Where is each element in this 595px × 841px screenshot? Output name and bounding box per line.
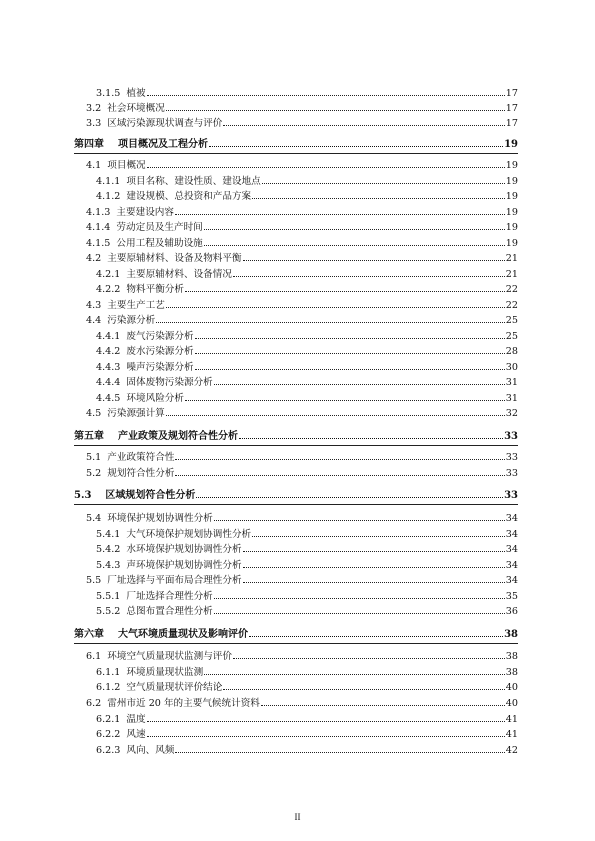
toc-entry-page: 21: [505, 253, 518, 264]
toc-entry[interactable]: [96, 174, 518, 189]
toc-entry-number: 4.2: [86, 253, 102, 264]
toc-chapter-entry[interactable]: [74, 137, 518, 152]
toc-entry-number: 5.4.1: [96, 529, 121, 540]
toc-leader-dots: [243, 581, 505, 583]
toc-entry-page: 31: [505, 393, 518, 404]
toc-chapter-entry[interactable]: [74, 627, 518, 642]
toc-entry-title: 社会环境概况: [107, 103, 165, 114]
toc-entry-title: 污染源强计算: [107, 408, 165, 419]
toc-leader-dots: [214, 519, 505, 521]
toc-entry-page: 17: [505, 103, 518, 114]
toc-leader-dots: [262, 182, 505, 184]
toc-entry[interactable]: [86, 511, 518, 526]
toc-entry-number: 4.4.2: [96, 346, 121, 357]
toc-entry[interactable]: [86, 205, 518, 220]
toc-entry-number: 5.4.3: [96, 560, 121, 571]
toc-entry-number: 第四章: [74, 139, 104, 150]
toc-entry-number: 4.1.3: [86, 207, 111, 218]
toc-leader-dots: [243, 259, 505, 261]
toc-entry-title: 项目名称、建设性质、建设地点: [126, 176, 261, 187]
toc-entry-title: 废气污染源分析: [126, 331, 194, 342]
toc-chapter-entry[interactable]: [74, 488, 518, 503]
toc-leader-dots: [196, 496, 503, 498]
toc-leader-dots: [195, 337, 505, 339]
toc-entry-number: 4.4.1: [96, 331, 121, 342]
toc-entry-title: 大气环境质量现状及影响评价: [118, 629, 248, 640]
toc-leader-dots: [175, 213, 505, 215]
toc-entry-number: 4.4: [86, 315, 102, 326]
toc-entry-number: 4.1: [86, 160, 102, 171]
toc-leader-dots: [185, 290, 505, 292]
toc-entry-title: 主要生产工艺: [107, 300, 165, 311]
toc-entry-page: 34: [505, 560, 518, 571]
toc-entry-page: 33: [504, 431, 518, 442]
toc-leader-dots: [166, 109, 505, 111]
toc-entry-page: 17: [505, 88, 518, 99]
toc-leader-dots: [175, 751, 504, 753]
toc-entry-title: 噪声污染源分析: [126, 362, 194, 373]
toc-entry-page: 38: [505, 667, 518, 678]
toc-entry-title: 大气环境保护规划协调性分析: [126, 529, 252, 540]
toc-leader-dots: [147, 94, 505, 96]
toc-entry-page: 17: [505, 118, 518, 129]
toc-entry-title: 厂址选择合理性分析: [126, 591, 213, 602]
toc-entry-number: 第五章: [74, 431, 104, 442]
toc-leader-dots: [243, 550, 505, 552]
toc-entry-page: 32: [505, 408, 518, 419]
toc-entry-page: 40: [505, 698, 518, 709]
toc-entry-page: 33: [504, 490, 518, 501]
toc-entry-title: 废水污染源分析: [126, 346, 194, 357]
toc-entry-page: 40: [505, 682, 518, 693]
toc-entry-page: 25: [505, 331, 518, 342]
toc-leader-dots: [214, 612, 505, 614]
toc-leader-dots: [214, 597, 505, 599]
toc-entry-page: 28: [505, 346, 518, 357]
toc-entry-title: 厂址选择与平面布局合理性分析: [107, 575, 242, 586]
toc-entry[interactable]: [96, 743, 518, 758]
toc-entry-title: 植被: [126, 88, 146, 99]
toc-entry-number: 5.5.1: [96, 591, 121, 602]
toc-leader-dots: [214, 383, 505, 385]
toc-entry[interactable]: [96, 712, 518, 727]
toc-entry[interactable]: [96, 527, 518, 542]
toc-leader-dots: [166, 414, 505, 416]
toc-entry-number: 4.2.1: [96, 269, 121, 280]
toc-entry-page: 38: [504, 629, 518, 640]
toc-entry[interactable]: [96, 86, 518, 101]
toc-entry-number: 6.1: [86, 651, 102, 662]
toc-entry-page: 19: [505, 238, 518, 249]
toc-entry-number: 4.1.5: [86, 238, 111, 249]
toc-leader-dots: [195, 368, 505, 370]
toc-entry-number: 3.3: [86, 118, 102, 129]
toc-entry-title: 雷州市近 20 年的主要气候统计资料: [107, 698, 260, 709]
toc-entry-page: 19: [505, 160, 518, 171]
toc-entry-title: 温度: [126, 714, 146, 725]
toc-entry[interactable]: [86, 116, 518, 131]
toc-entry-title: 项目概况: [107, 160, 146, 171]
toc-entry-page: 19: [505, 222, 518, 233]
toc-entry-title: 环境保护规划协调性分析: [107, 513, 213, 524]
toc-entry-number: 6.1.2: [96, 682, 121, 693]
toc-entry-number: 5.3: [74, 490, 92, 501]
toc-entry[interactable]: [96, 680, 518, 695]
toc-entry[interactable]: [86, 298, 518, 313]
toc-entry[interactable]: [96, 360, 518, 375]
toc-entry[interactable]: [96, 542, 518, 557]
toc-entry-page: 22: [505, 284, 518, 295]
toc-entry[interactable]: [86, 696, 518, 711]
toc-entry-title: 风速: [126, 729, 146, 740]
toc-leader-dots: [261, 704, 505, 706]
toc-entry-number: 6.2: [86, 698, 102, 709]
toc-entry-page: 22: [505, 300, 518, 311]
toc-entry-title: 建设规模、总投资和产品方案: [126, 191, 252, 202]
toc-entry-page: 19: [505, 207, 518, 218]
toc-entry-title: 区域规划符合性分析: [105, 490, 196, 501]
toc-entry-page: 36: [505, 606, 518, 617]
toc-entry-number: 6.2.1: [96, 714, 121, 725]
toc-entry[interactable]: [96, 375, 518, 390]
toc-entry[interactable]: [96, 329, 518, 344]
toc-chapter-entry[interactable]: [74, 429, 518, 444]
toc-leader-dots: [175, 458, 504, 460]
toc-entry-page: 34: [505, 575, 518, 586]
toc-entry[interactable]: [86, 101, 518, 116]
toc-entry-number: 4.2.2: [96, 284, 121, 295]
toc-entry-number: 5.4.2: [96, 544, 121, 555]
toc-leader-dots: [195, 352, 505, 354]
toc-entry-title: 项目概况及工程分析: [118, 139, 208, 150]
toc-entry[interactable]: [86, 466, 518, 481]
chapter-divider: [74, 153, 518, 154]
toc-entry[interactable]: [86, 251, 518, 266]
toc-entry-number: 4.4.5: [96, 393, 121, 404]
toc-entry-page: 31: [505, 377, 518, 388]
toc-entry[interactable]: [96, 589, 518, 604]
chapter-divider: [74, 504, 518, 505]
toc-entry-page: 33: [505, 452, 518, 463]
toc-entry[interactable]: [86, 649, 518, 664]
toc-leader-dots: [185, 399, 505, 401]
toc-entry-page: 34: [505, 544, 518, 555]
toc-leader-dots: [233, 275, 505, 277]
toc-leader-dots: [223, 688, 504, 690]
toc-entry-number: 6.1.1: [96, 667, 121, 678]
toc-entry-page: 33: [505, 468, 518, 479]
toc-leader-dots: [147, 166, 505, 168]
toc-entry-page: 41: [505, 714, 518, 725]
toc-entry-title: 主要原辅材料、设备情况: [126, 269, 232, 280]
toc-entry[interactable]: [86, 450, 518, 465]
toc-entry-page: 19: [505, 176, 518, 187]
chapter-divider: [74, 445, 518, 446]
toc-leader-dots: [252, 197, 505, 199]
toc-entry[interactable]: [96, 391, 518, 406]
toc-entry-page: 34: [505, 529, 518, 540]
toc-entry-page: 25: [505, 315, 518, 326]
toc-entry-number: 3.2: [86, 103, 102, 114]
page-number: II: [294, 812, 301, 822]
toc-entry-number: 5.1: [86, 452, 102, 463]
toc-leader-dots: [243, 566, 505, 568]
toc-entry-title: 主要建设内容: [116, 207, 174, 218]
toc-entry-title: 公用工程及辅助设施: [116, 238, 203, 249]
toc-entry[interactable]: [86, 158, 518, 173]
toc-entry-page: 38: [505, 651, 518, 662]
toc-entry-title: 区域污染源现状调查与评价: [107, 118, 223, 129]
toc-entry-title: 空气质量现状评价结论: [126, 682, 223, 693]
toc-entry-number: 4.4.3: [96, 362, 121, 373]
toc-entry-page: 30: [505, 362, 518, 373]
toc-entry-page: 34: [505, 513, 518, 524]
toc-entry-number: 6.2.3: [96, 745, 121, 756]
toc-entry[interactable]: [96, 604, 518, 619]
toc-entry-title: 水环境保护规划协调性分析: [126, 544, 242, 555]
toc-leader-dots: [147, 735, 505, 737]
toc-entry-page: 21: [505, 269, 518, 280]
toc-leader-dots: [204, 244, 505, 246]
toc-entry[interactable]: [86, 220, 518, 235]
toc-entry-page: 42: [505, 745, 518, 756]
toc-entry-number: 第六章: [74, 629, 104, 640]
toc-entry-number: 5.5.2: [96, 606, 121, 617]
toc-entry-title: 产业政策符合性: [107, 452, 175, 463]
toc-entry-number: 3.1.5: [96, 88, 121, 99]
toc-leader-dots: [233, 657, 505, 659]
toc-leader-dots: [166, 306, 505, 308]
toc-entry[interactable]: [86, 236, 518, 251]
toc-entry-number: 4.4.4: [96, 377, 121, 388]
toc-entry-title: 污染源分析: [107, 315, 156, 326]
toc-entry-title: 规划符合性分析: [107, 468, 175, 479]
toc-entry-title: 风向、风频: [126, 745, 175, 756]
toc-leader-dots: [156, 321, 505, 323]
toc-entry[interactable]: [96, 282, 518, 297]
toc-entry-title: 固体废物污染源分析: [126, 377, 213, 388]
toc-entry[interactable]: [96, 665, 518, 680]
toc-entry-number: 4.1.2: [96, 191, 121, 202]
toc-entry-number: 6.2.2: [96, 729, 121, 740]
toc-entry[interactable]: [96, 267, 518, 282]
toc-entry[interactable]: [96, 727, 518, 742]
toc-leader-dots: [239, 437, 503, 439]
toc-entry-number: 4.3: [86, 300, 102, 311]
toc-entry-title: 环境风险分析: [126, 393, 184, 404]
toc-entry-title: 环境质量现状监测: [126, 667, 204, 678]
toc-leader-dots: [223, 124, 504, 126]
toc-entry-number: 5.4: [86, 513, 102, 524]
toc-entry[interactable]: [96, 558, 518, 573]
toc-entry-title: 总图布置合理性分析: [126, 606, 213, 617]
toc-entry-number: 5.2: [86, 468, 102, 479]
toc-entry-title: 物料平衡分析: [126, 284, 184, 295]
toc-entry-page: 41: [505, 729, 518, 740]
toc-leader-dots: [147, 720, 505, 722]
toc-entry-page: 19: [504, 139, 518, 150]
toc-entry-number: 4.1.1: [96, 176, 121, 187]
toc-entry[interactable]: [86, 406, 518, 421]
toc-entry[interactable]: [86, 573, 518, 588]
toc-leader-dots: [209, 145, 503, 147]
toc-entry[interactable]: [86, 313, 518, 328]
toc-entry-number: 4.1.4: [86, 222, 111, 233]
toc-entry-title: 产业政策及规划符合性分析: [118, 431, 238, 442]
toc-entry-number: 5.5: [86, 575, 102, 586]
toc-entry-number: 4.5: [86, 408, 102, 419]
toc-entry-title: 主要原辅材料、设备及物料平衡: [107, 253, 242, 264]
toc-entry[interactable]: [96, 344, 518, 359]
toc-leader-dots: [204, 673, 505, 675]
chapter-divider: [74, 643, 518, 644]
toc-leader-dots: [249, 635, 503, 637]
toc-entry-title: 劳动定员及生产时间: [116, 222, 203, 233]
toc-entry[interactable]: [96, 189, 518, 204]
toc-entry-title: 环境空气质量现状监测与评价: [107, 651, 232, 662]
toc-entry-page: 35: [505, 591, 518, 602]
toc-leader-dots: [204, 228, 505, 230]
toc-leader-dots: [175, 474, 504, 476]
toc-entry-page: 19: [505, 191, 518, 202]
toc-entry-title: 声环境保护规划协调性分析: [126, 560, 242, 571]
toc-leader-dots: [252, 535, 505, 537]
